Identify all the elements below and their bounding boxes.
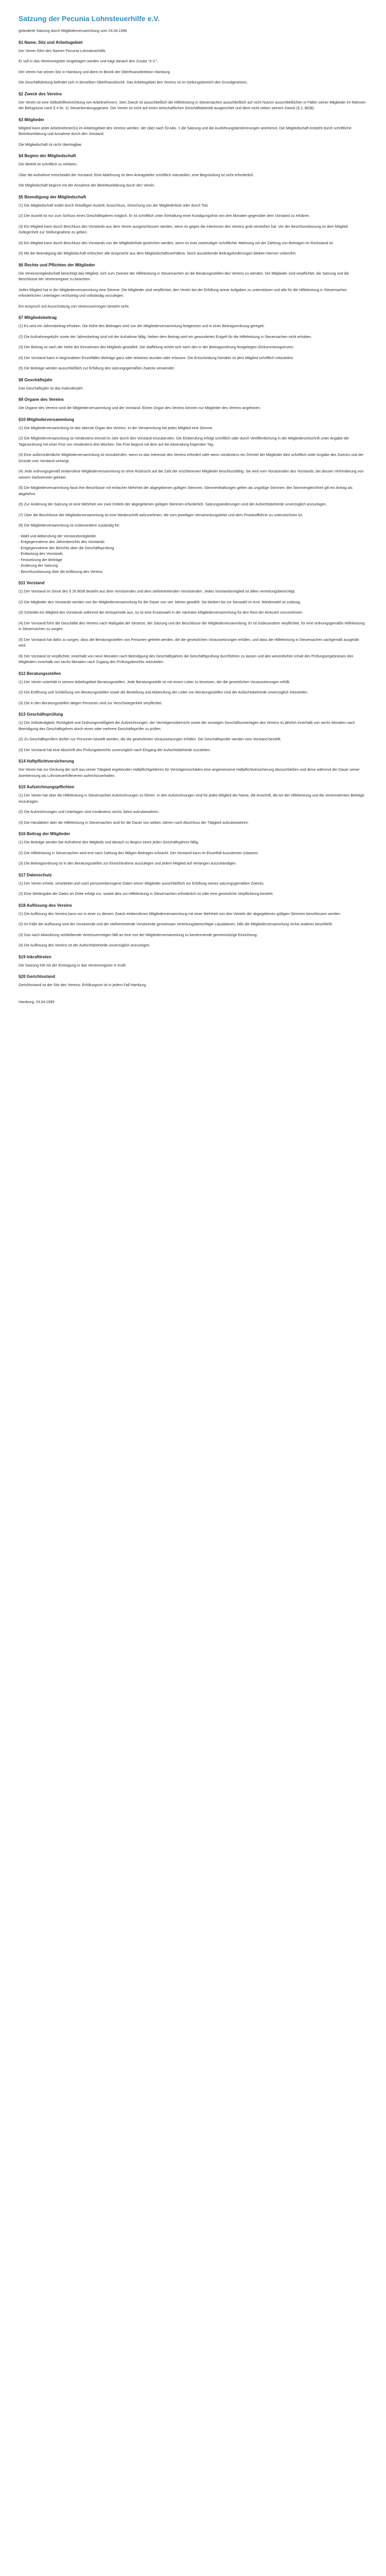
document-footer: Hamburg, 24.04.1999 xyxy=(19,999,55,1004)
section-paragraph: (8) Die Mitgliederversammlung ist insbesondere zuständig für: xyxy=(19,523,120,528)
section-heading: §7 Mitgliedsbeitrag xyxy=(19,315,57,320)
section-paragraph: (3) Die Handakten über die Hilfeleistung in Steuersachen sind für die Dauer von sieben Jahren nach Abschluss der Tätigkeit aufzubewahren. xyxy=(19,820,249,825)
section-paragraph: Der Verein ist eine Selbsthilfeeinrichtung von Arbeitnehmern. Sein Zweck ist ausschließlich die Hilfeleistung in Steuersachen ausschließlich auf nicht Nutzen ausschließlichen in Fällen seiner Mitglieder im Rahmen der Befugnisse nach § 4 Nr. 11 Steuerberatungsgesetz. Der Verein ist nicht auf einen wirtschaftlichen Geschäftsbetrieb ausgerichtet und dient nicht neben seinem Zweck (§ 2, BGB). xyxy=(19,99,367,110)
section-heading: §1 Name, Sitz und Arbeitsgebiet xyxy=(19,40,83,45)
section-paragraph: (6) Der Vorstand ist verpflichtet, innerhalb von neun Monaten nach Beendigung des Geschäftsjahres die Geschäftsprüfung durchführen zu lassen und den wesentlichen Inhalt des Prüfungsergebnisses den Mitgliedern innerhalb von sechs Monaten nach Zugang des Prüfungsberichts mitzuteilen. xyxy=(19,653,355,664)
section-paragraph: (3) Der Vorstand hat eine Abschrift des Prüfungsberichts unverzüglich nach Eingang der Aufsichtsbehörde zuzuleiten. xyxy=(19,747,211,752)
section-paragraph: Der Beitritt ist schriftlich zu erklären. xyxy=(19,162,78,166)
section-paragraph: Mitglied kann jeder Arbeitnehmer(in) im Arbeitsgebiet des Vereins werden, der (die) nach §3 Abs. 1 die Satzung und die Ausführungsbestimmungen anerkennt. Die Mitgliedschaft entsteht durch schriftliche Beitrittserklärung und Annahme durch den Vorstand. xyxy=(19,125,353,136)
section-paragraph: (1) Es wird ein Jahresbeitrag erhoben. Die Höhe des Beitrages wird von der Mitgliederversammlung festgesetzt und in einer Beitragsordnung geregelt. xyxy=(19,324,265,328)
section xyxy=(19,378,367,392)
section-paragraph: (1) Der Vorstand im Sinne des § 26 BGB besteht aus dem Vorsitzenden und dem stellvertretenden Vorsitzenden. Jedes Vorstandsmitglied ist allein vertretungsberechtigt. xyxy=(19,589,296,594)
section-heading: §14 Haftpflichtversicherung xyxy=(19,759,74,764)
section-heading: §9 Organe des Vereins xyxy=(19,397,64,402)
document-intro: geänderte Satzung durch Mitgliederversammlung vom 24.04.1999 xyxy=(19,28,127,33)
section xyxy=(19,417,367,575)
section-paragraph: (4) Der Vorstand führt die Geschäfte des Vereins nach Maßgabe der Gesetze, der Satzung und der Beschlüsse der Mitgliederversammlung. Er ist insbesondere verpflichtet, für eine ordnungsgemäße Hilfeleistung in Steuersachen zu sorgen. xyxy=(19,620,366,631)
section-heading: §16 Beitrag der Mitglieder xyxy=(19,832,71,836)
section-paragraph: (1) Die Beiträge werden bei Aufnahme des Mitglieds und danach zu Beginn eines jeden Geschäftsjahres fällig. xyxy=(19,840,199,844)
section-heading: §3 Mitglieder xyxy=(19,117,45,122)
section-paragraph: (4) Ein Mitglied kann durch Beschluss des Vorstands von der Mitgliederliste gestrichen werden, wenn es trotz zweimaliger schriftlicher Mahnung mit der Zahlung von Beiträgen im Rückstand ist. xyxy=(19,240,334,245)
section-heading: §10 Mitgliederversammlung xyxy=(19,417,74,422)
section-heading: §19 Inkrafttreten xyxy=(19,954,51,959)
section-paragraph: Über die Aufnahme entscheidet der Vorstand. Eine Ablehnung ist dem Antragsteller schriftlich mitzuteilen; eine Begründung ist nicht erforderlich. xyxy=(19,172,254,177)
section xyxy=(19,581,367,665)
section-paragraph: (7) Über die Beschlüsse der Mitgliederversammlung ist eine Niederschrift aufzunehmen, die vom jeweiligen Versammlungsleiter und dem Protokollführer zu unterzeichnen ist. xyxy=(19,512,303,517)
section-paragraph: (1) Der Verein hat über die Hilfeleistung in Steuersachen Aufzeichnungen zu führen. In den Aufzeichnungen sind für jedes Mitglied der Name, die Anschrift, die Art der Hilfeleistung und die vereinnahmten Beiträge einzutragen. xyxy=(19,793,366,804)
section-heading: §2 Zweck des Vereins xyxy=(19,91,62,96)
section-heading: §13 Geschäftsprüfung xyxy=(19,712,63,717)
section-heading: §15 Aufzeichnungspflichten xyxy=(19,785,75,789)
section-paragraph: Die Satzung tritt mit der Eintragung in das Vereinsregister in Kraft. xyxy=(19,962,127,968)
section-paragraph: (2) Eine Weitergabe der Daten an Dritte erfolgt nur, soweit dies zur Hilfeleistung in Steuersachen erforderlich ist oder eine gesetzliche Verpflichtung besteht. xyxy=(19,891,274,896)
section-paragraph: (2) Die Eröffnung und Schließung von Beratungsstellen sowie die Bestellung und Abberufung der Leiter von Beratungsstellen sind der Aufsichtsbehörde unverzüglich mitzuteilen. xyxy=(19,690,308,694)
section-paragraph: Er soll in das Vereinsregister eingetragen werden und trägt danach den Zusatz "e.V.". xyxy=(19,59,159,63)
section xyxy=(19,712,367,753)
section-paragraph: (1) Die Mitgliederversammlung ist das oberste Organ des Vereins. In der Versammlung hat jedes Mitglied eine Stimme. xyxy=(19,425,214,430)
section xyxy=(19,154,367,189)
section-paragraph: (3) Ein Mitglied kann durch Beschluss des Vorstands aus dem Verein ausgeschlossen werden, wenn es gegen die Interessen des Vereins grob verstoßen hat. Vor der Beschlussfassung ist dem Mitglied Gelegenheit zur Stellungnahme zu geben. xyxy=(19,224,349,234)
section-paragraph: Die Mitgliedschaft ist nicht übertragbar. xyxy=(19,142,82,147)
section-paragraph: Der Verein hat seinen Sitz in Hamburg und dient im Bezirk der Oberfinanzdirektion Hamburg. xyxy=(19,69,171,74)
section xyxy=(19,315,367,371)
section-paragraph: (1) Die Mitgliedschaft endet durch freiwilligen Austritt, Ausschluss, Streichung von der Mitgliederliste oder durch Tod. xyxy=(19,202,209,208)
section xyxy=(19,40,367,86)
section-paragraph: - Wahl und Abberufung der Vorstandsmitglieder - Entgegennahme des Jahresberichts des Vorstands - Entgegennahme des Berichts über die Geschäftsprüfung - Entlastung des Vorstands - Festsetzung der Beiträge - Änderung der Satzung - Beschlussfassung über die Auflösung des Vereins xyxy=(19,533,114,574)
section-paragraph: (1) Der Verein unterhält in seinem Arbeitsgebiet Beratungsstellen. Jede Beratungsstelle ist mit einem Leiter zu besetzen, der die gesetzlichen Voraussetzungen erfüllt. xyxy=(19,679,290,684)
section xyxy=(19,832,367,867)
section-paragraph: (3) Der Beitrag ist nach der Höhe der Einnahmen des Mitglieds gestaffelt. Die Staffelung richtet sich nach den in der Beitragsordnung festgelegten Einkommensgrenzen. xyxy=(19,345,294,349)
section xyxy=(19,671,367,706)
section xyxy=(19,92,367,111)
section xyxy=(19,195,367,257)
section xyxy=(19,974,367,988)
section-paragraph: (2) Die Aufzeichnungen und Unterlagen sind mindestens sechs Jahre aufzubewahren. xyxy=(19,809,160,814)
section-paragraph: (5) Die Beiträge werden ausschließlich zur Erfüllung des satzungsgemäßen Zwecks verwendet. xyxy=(19,366,175,370)
section-paragraph: Die Geschäftsleitung befindet sich in derselben Oberfinanzbezirk. Das Arbeitsgebiet des Vereins ist im Geltungsbereich des Grundgesetzes. xyxy=(19,80,248,84)
section-paragraph: Der Verein führt den Namen Pecunia Lohnsteuerhilfe. xyxy=(19,48,107,53)
section xyxy=(19,117,367,148)
section-paragraph: (3) Die Beitragsordnung ist in den Beratungsstellen zur Einsichtnahme auszulegen und jedem Mitglied auf Verlangen auszuhändigen. xyxy=(19,861,237,866)
section xyxy=(19,397,367,411)
section-paragraph: (6) Zur Änderung der Satzung ist eine Mehrheit von zwei Dritteln der abgegebenen gültigen Stimmen erforderlich. Satzungsänderungen sind der Aufsichtsbehörde unverzüglich anzuzeigen. xyxy=(19,502,327,506)
section-heading: §4 Beginn der Mitgliedschaft xyxy=(19,154,76,158)
section-heading: §12 Beratungsstellen xyxy=(19,671,61,676)
section-paragraph: Jedes Mitglied hat in der Mitgliederversammlung eine Stimme. Die Mitglieder sind verpflichtet, den Verein bei der Erfüllung seiner Aufgaben zu unterstützen und alle für die Hilfeleistung in Steuersachen erforderlichen Unterlagen rechtzeitig und vollständig vorzulegen. xyxy=(19,287,348,298)
section-heading: §18 Auflösung des Vereins xyxy=(19,903,72,908)
section-heading: §6 Rechte und Pflichten der Mitglieder xyxy=(19,262,95,267)
section-paragraph: (3) Das nach Abwicklung verbleibende Vereinsvermögen fällt an eine von der Mitgliederversammlung zu bestimmende gemeinnützige Einrichtung. xyxy=(19,932,258,937)
section-paragraph: (3) Eine außerordentliche Mitgliederversammlung ist einzuberufen, wenn es das Interesse des Vereins erfordert oder wenn mindestens ein Zehntel der Mitglieder dies schriftlich unter Angabe des Zwecks und der Gründe vom Vorstand verlangt. xyxy=(19,452,365,463)
section-heading: §5 Beendigung der Mitgliedschaft xyxy=(19,194,86,199)
section-paragraph: Das Geschäftsjahr ist das Kalenderjahr. xyxy=(19,385,84,391)
section xyxy=(19,785,367,825)
section-paragraph: (5) Mit der Beendigung der Mitgliedschaft erlöschen alle Ansprüche aus dem Mitgliedschaftsverhältnis. Noch ausstehende Beitragsforderungen bleiben hiervon unberührt. xyxy=(19,251,297,256)
section-paragraph: (3) Die in den Beratungsstellen tätigen Personen sind zur Verschwiegenheit verpflichtet. xyxy=(19,700,163,705)
section-paragraph: Die Vereinsmitgliedschaft berechtigt das Mitglied, sich zum Zwecke der Hilfeleistung in Steuersachen an die Beratungsstellen des Vereins zu wenden. Die Mitglieder sind verpflichtet, die Satzung und die Beschlüsse der Vereinsorgane zu beachten. xyxy=(19,270,350,281)
section-paragraph: (2) Im Falle der Auflösung sind der Vorsitzende und der stellvertretende Vorsitzende gemeinsam vertretungsberechtigte Liquidatoren, falls die Mitgliederversammlung nichts anderes beschließt. xyxy=(19,922,333,926)
section-heading: §8 Geschäftsjahr xyxy=(19,377,52,382)
section-paragraph: Ein Anspruch auf Ausschüttung von Vereinsvermögen besteht nicht. xyxy=(19,303,130,309)
section-paragraph: (2) Die Mitgliederversammlung ist mindestens einmal im Jahr durch den Vorstand einzuberufen. Die Einberufung erfolgt schriftlich oder durch Veröffentlichung in der Mitgliederzeitschrift unter Angabe der Tagesordnung mit einer Frist von mindestens drei Wochen. Die Frist beginnt mit dem auf die Absendung folgenden Tag. xyxy=(19,436,350,447)
section-paragraph: (1) Die Auflösung des Vereins kann nur in einer zu diesem Zweck einberufenen Mitgliederversammlung mit einer Mehrheit von drei Vierteln der abgegebenen gültigen Stimmen beschlossen werden. xyxy=(19,911,341,916)
section-paragraph: Gerichtsstand ist der Sitz des Vereins. Erfüllungsort ist in jedem Fall Hamburg. xyxy=(19,982,147,987)
section-paragraph: Der Verein hat zur Deckung der sich aus seiner Tätigkeit ergebenden Haftpflichtgefahren für Vermögensschäden eine angemessene Haftpflichtversicherung abzuschließen und diese während der Dauer seiner Anerkennung als Lohnsteuerhilfeverein aufrechtzuerhalten. xyxy=(19,767,361,778)
section-heading: §20 Gerichtsstand xyxy=(19,974,55,979)
section-paragraph: (4) Jede ordnungsgemäß einberufene Mitgliederversammlung ist ohne Rücksicht auf die Zahl der erschienenen Mitglieder beschlussfähig. Sie wird vom Vorsitzenden des Vorstands, bei dessen Verhinderung von seinem Stellvertreter geleitet. xyxy=(19,469,365,480)
section-heading: §11 Vorstand xyxy=(19,581,45,585)
section xyxy=(19,955,367,969)
section-paragraph: (5) Der Vorstand hat dafür zu sorgen, dass die Beratungsstellen von Personen geleitet werden, die die gesetzlichen Voraussetzungen erfüllen, und dass die Hilfeleistung in Steuersachen sachgemäß ausgeübt wird. xyxy=(19,637,360,648)
section-paragraph: (5) Die Mitgliederversammlung fasst ihre Beschlüsse mit einfacher Mehrheit der abgegebenen gültigen Stimmen; Stimmenthaltungen gelten als ungültige Stimmen. Bei Stimmengleichheit gilt ein Antrag als abgelehnt. xyxy=(19,485,354,496)
sections-container xyxy=(19,40,367,988)
section-paragraph: (4) Die Auflösung des Vereins ist der Aufsichtsbehörde unverzüglich anzuzeigen. xyxy=(19,943,151,947)
section xyxy=(19,759,367,778)
section xyxy=(19,263,367,310)
section-paragraph: Die Mitgliedschaft beginnt mit der Annahme der Beitrittserklärung durch den Verein. xyxy=(19,183,155,188)
section xyxy=(19,903,367,948)
section-paragraph: (2) Die Hilfeleistung in Steuersachen wird erst nach Zahlung des fälligen Beitrages erbracht. Der Vorstand kann im Einzelfall Ausnahmen zulassen. xyxy=(19,850,259,855)
section xyxy=(19,873,367,897)
section-paragraph: (3) Scheidet ein Mitglied des Vorstands während der Amtsperiode aus, so ist eine Ersatzwahl in der nächsten Mitgliederversammlung für den Rest der Amtszeit vorzunehmen. xyxy=(19,610,304,615)
document-title: Satzung der Pecunia Lohnsteuerhilfe e.V. xyxy=(19,14,160,23)
section-paragraph: (2) Der Austritt ist nur zum Schluss eines Geschäftsjahres möglich. Er ist schriftlich unter Einhaltung einer Kündigungsfrist von drei Monaten gegenüber dem Vorstand zu erklären. xyxy=(19,213,310,218)
section-paragraph: (2) Die Aufnahmegebühr sowie der Jahresbeitrag sind mit der Aufnahme fällig. Neben dem Beitrag wird ein gesondertes Entgelt für die Hilfeleistung in Steuersachen nicht erhoben. xyxy=(19,334,312,339)
section-paragraph: (2) Zu Geschäftsprüfern dürfen nur Personen bestellt werden, die die gesetzlichen Voraussetzungen erfüllen. Die Geschäftsprüfer werden vom Vorstand bestellt. xyxy=(19,737,282,741)
section-paragraph: (4) Der Vorstand kann in begründeten Einzelfällen Beiträge ganz oder teilweise stunden oder erlassen. Die Entscheidung hierüber ist dem Mitglied schriftlich mitzuteilen. xyxy=(19,355,294,360)
section-paragraph: (1) Der Verein erhebt, verarbeitet und nutzt personenbezogene Daten seiner Mitglieder ausschließlich zur Erfüllung seines satzungsgemäßen Zwecks. xyxy=(19,880,265,886)
section-paragraph: (2) Die Mitglieder des Vorstands werden von der Mitgliederversammlung für die Dauer von vier Jahren gewählt. Sie bleiben bis zur Neuwahl im Amt. Wiederwahl ist zulässig. xyxy=(19,599,301,604)
section-heading: §17 Datenschutz xyxy=(19,872,52,877)
section-paragraph: (1) Die Vollständigkeit, Richtigkeit und Ordnungsmäßigkeit der Aufzeichnungen, der Vermögensübersicht sowie der sonstigen Geschäftsunterlagen des Vereins ist jährlich innerhalb von sechs Monaten nach Beendigung des Geschäftsjahres durch einen oder mehrere Geschäftsprüfer zu prüfen. xyxy=(19,720,356,731)
section-paragraph: Die Organe des Vereins sind die Mitgliederversammlung und der Vorstand. Einem Organ des Vereins können nur Mitglieder des Vereins angehören. xyxy=(19,405,261,410)
